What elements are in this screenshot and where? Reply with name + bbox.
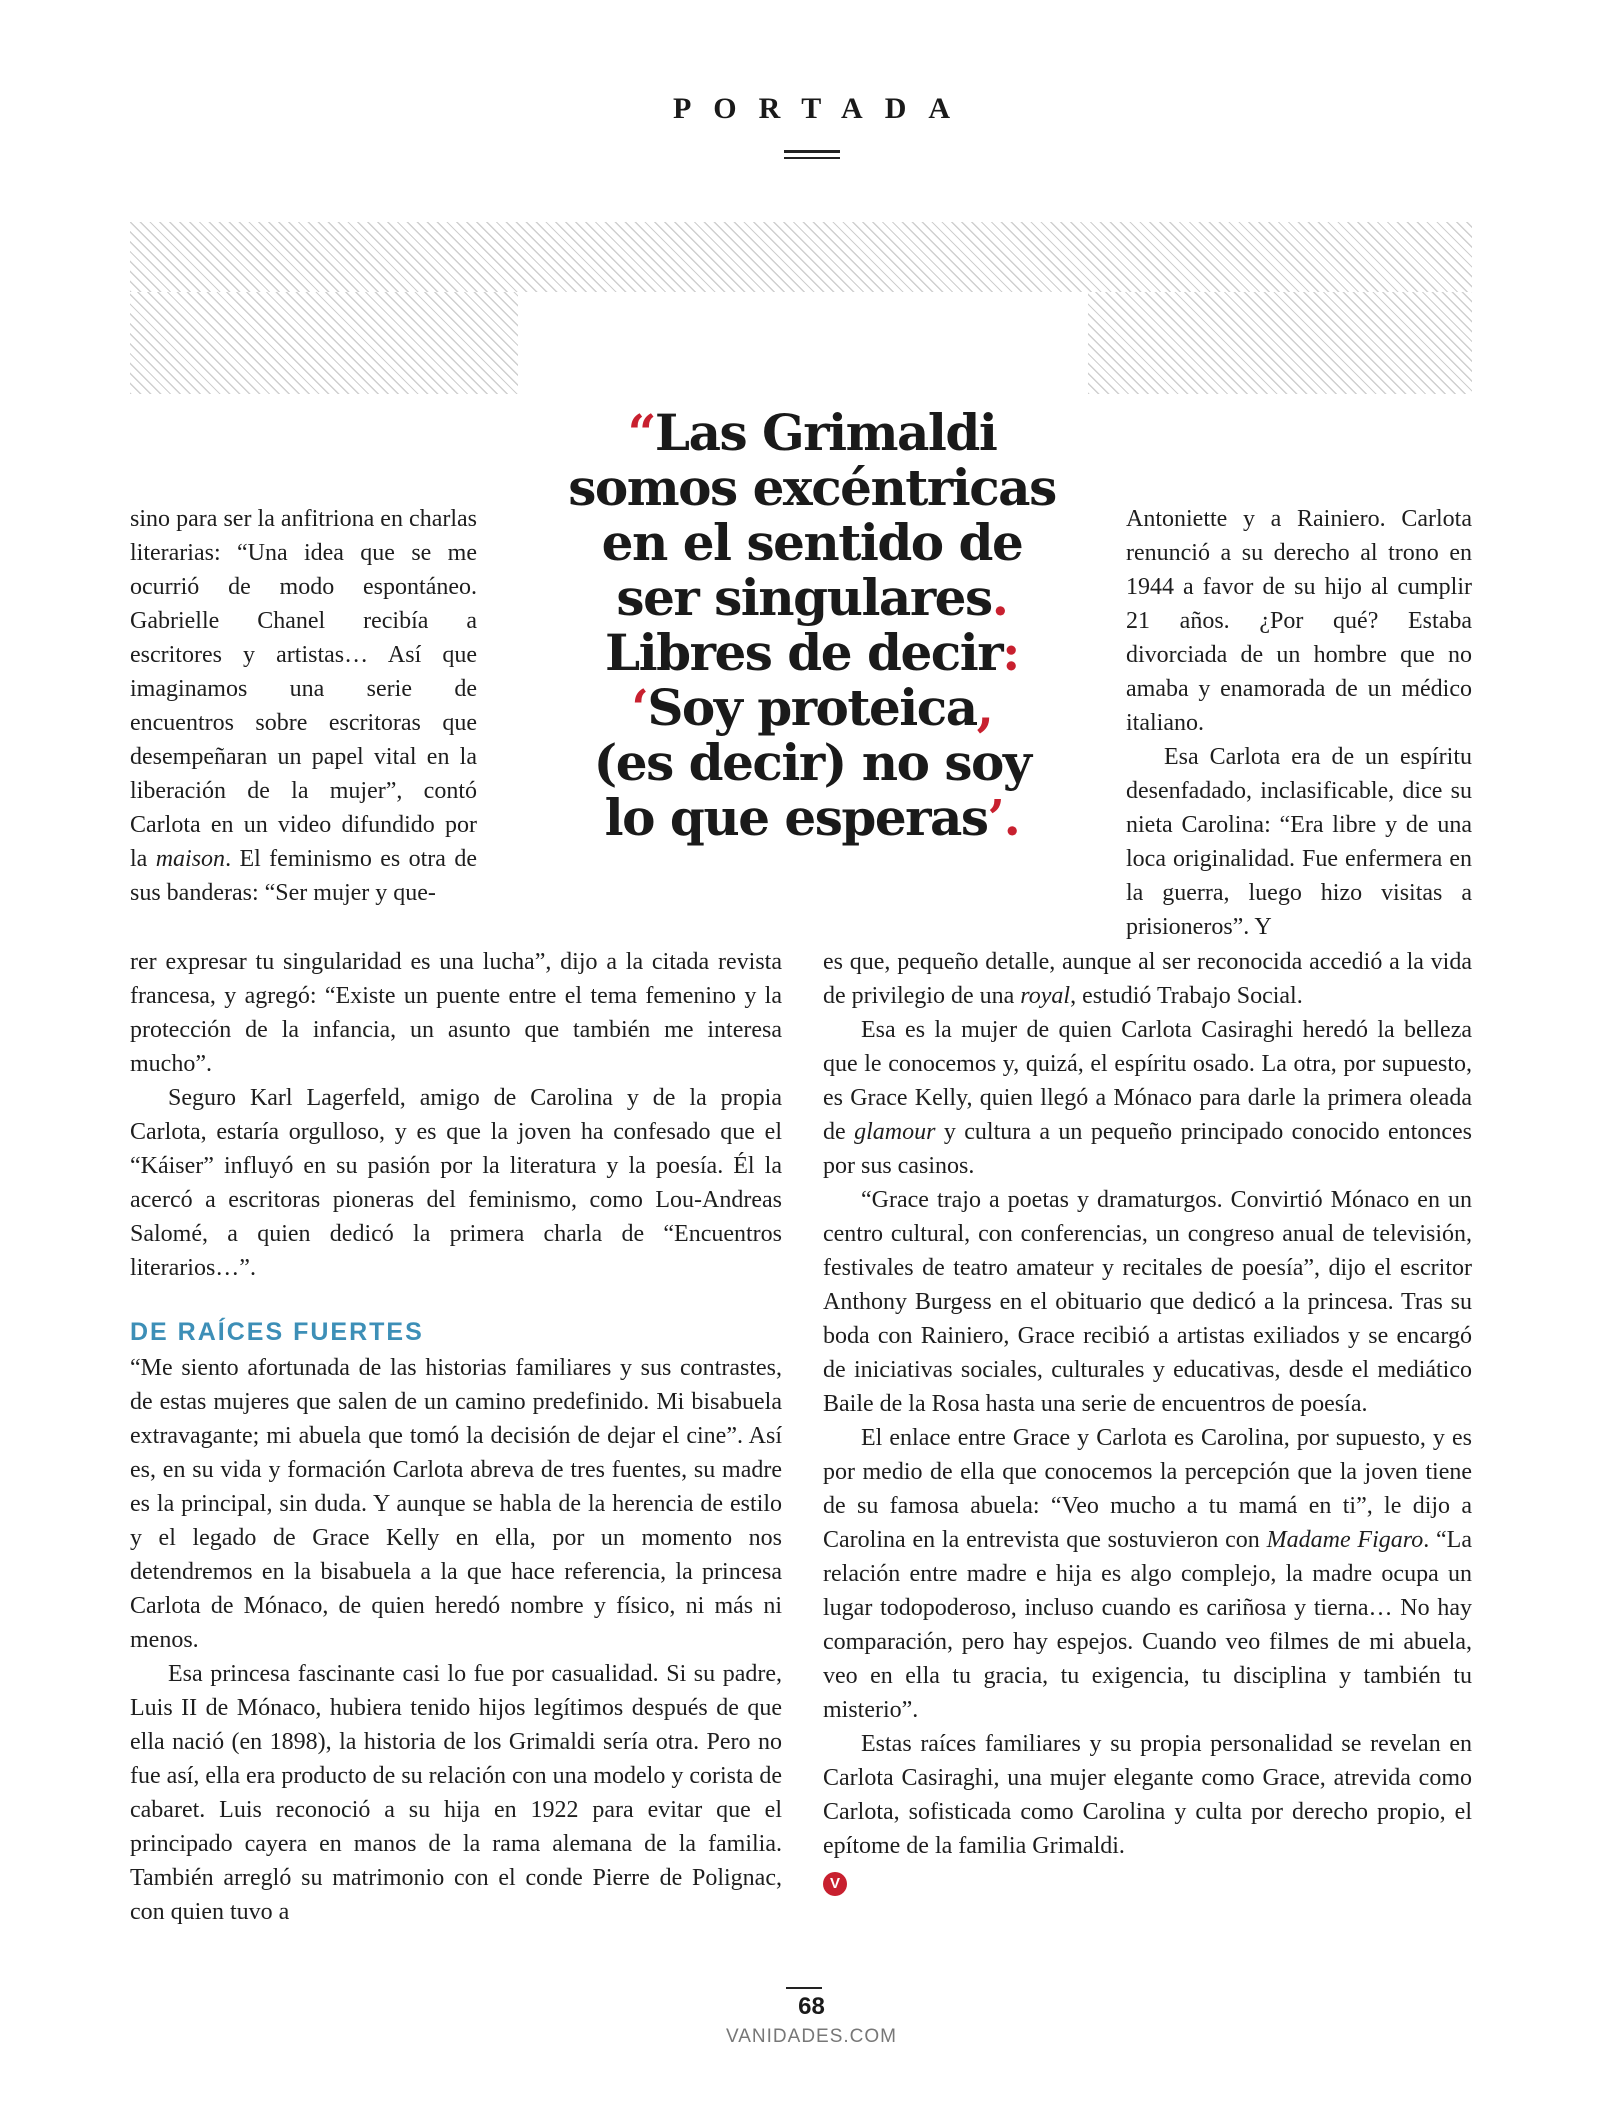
subheading: DE RAÍCES FUERTES — [130, 1318, 424, 1346]
paragraph: El enlace entre Grace y Carlota es Carolina, por supuesto, y es por medio de ella que conocemos la percepción que la joven tiene de su famosa abuela: “Veo mucho a tu mamá en ti”, le dijo a Carolina en la entrevista que sostuvieron con Madame Figaro. “La relación entre madre e hija es algo complejo, la madre ocupa un lugar todopoderoso, incluso cuando es cariñosa y tierna… No hay comparación, pero hay espejos. Cuando veo filmes de mi abuela, veo en ella tu gracia, tu exigencia, tu disciplina y también tu misterio”. — [823, 1425, 1472, 1723]
paragraph: Seguro Karl Lagerfeld, amigo de Carolina y de la propia Carlota, estaría orgulloso, y es que la joven ha confesado que el “Káiser” influyó en su pasión por la literatura y la poesía. Él la acercó a escritoras pioneras del feminismo, como Lou-Andreas Salomé, a quien dedicó la primera charla de “Encuentros literarios…”. — [130, 1085, 782, 1281]
paragraph: Estas raíces familiares y su propia personalidad se revelan en Carlota Casiraghi, una mujer elegante como Grace, atrevida como Carlota, sofisticada como Carolina y culta por derecho propio, el epítome de la familia Grimaldi. — [823, 1731, 1472, 1859]
page-number: 68 — [798, 1993, 825, 2020]
left-column — [130, 945, 782, 1929]
hatch-band — [130, 222, 1472, 292]
left-column-top — [130, 502, 477, 910]
pull-quote — [540, 405, 1084, 845]
pull-quote-line: ‘Soy proteica, — [631, 678, 993, 737]
pull-quote-line: Libres de decir: — [604, 623, 1020, 682]
hatch-panel-right — [1088, 292, 1472, 394]
pull-quote-line: (es decir) no soy — [593, 733, 1031, 792]
paragraph: “Grace trajo a poetas y dramaturgos. Convirtió Mónaco en un centro cultural, con conferencias, un congreso anual de televisión, festivales de teatro amateur y recitales de poesía”, dijo el escritor Anthony Burgess en el obituario que dedicó a la princesa. Tras su boda con Rainiero, Grace recibió a artistas exiliados y se encargó de iniciativas sociales, culturales y educativas, desde el mediático Baile de la Rosa hasta una serie de encuentros de poesía. — [823, 1187, 1472, 1417]
paragraph: “Me siento afortunada de las historias familiares y sus contrastes, de estas mujeres que salen de un camino predefinido. Mi bisabuela extravagante; mi abuela que tomó la decisión de dejar el cine”. Así es, en su vida y formación Carlota abreva de tres fuentes, su madre es la principal, sin duda. Y aunque se habla de la herencia de estilo y el legado de Grace Kelly en ella, por un momento nos detendremos en la bisabuela a la que hace referencia, la princesa Carlota de Mónaco, de quien heredó nombre y físico, ni más ni menos. — [130, 1355, 782, 1653]
hatch-panel-left — [130, 292, 518, 394]
pull-quote-line: “Las Grimaldi — [627, 403, 997, 462]
pull-quote-line: en el sentido de — [601, 513, 1023, 572]
right-column-top — [1126, 502, 1472, 944]
section-label: PORTADA — [672, 92, 973, 125]
pull-quote-line: somos excéntricas — [568, 458, 1056, 517]
paragraph: Esa es la mujer de quien Carlota Casiraghi heredó la belleza que le conocemos y, quizá, el espíritu osado. La otra, por supuesto, es Grace Kelly, quien llegó a Mónaco para darle la primera oleada de glamour y cultura a un pequeño principado conocido entonces por sus casinos. — [823, 1017, 1472, 1179]
right-column — [823, 945, 1472, 1897]
end-mark-icon: V — [823, 1872, 847, 1896]
page-number-rule — [786, 1987, 822, 1989]
paragraph: Esa princesa fascinante casi lo fue por casualidad. Si su padre, Luis II de Mónaco, hubiera tenido hijos legítimos después de que ella nació (en 1898), la historia de los Grimaldi sería otra. Pero no fue así, ella era producto de su relación con una modelo y corista de cabaret. Luis reconoció a su hija en 1922 para evitar que el principado cayera en manos de la rama alemana de la familia. También arregló su matrimonio con el conde Pierre de Polignac, con quien tuvo a — [130, 1661, 782, 1925]
paragraph: es que, pequeño detalle, aunque al ser reconocida accedió a la vida de privilegio de una royal, estudió Trabajo Social. — [823, 949, 1472, 1009]
section-divider-thin — [784, 157, 840, 159]
site-url: VANIDADES.COM — [725, 2026, 897, 2047]
pull-quote-line: ser singulares. — [616, 568, 1008, 627]
pull-quote-line: lo que esperas’. — [604, 788, 1020, 847]
paragraph: Antoniette y a Rainiero. Carlota renunció a su derecho al trono en 1944 a favor de su hijo al cumplir 21 años. ¿Por qué? Estaba divorciada de un hombre que no amaba y enamorada de un médico italiano. — [1126, 506, 1472, 736]
section-divider — [784, 150, 840, 153]
paragraph: rer expresar tu singularidad es una lucha”, dijo a la citada revista francesa, y agregó: “Existe un puente entre el tema femenino y la protección de la infancia, un asunto que también me interesa mucho”. — [130, 949, 782, 1077]
paragraph: Esa Carlota era de un espíritu desenfadado, inclasificable, dice su nieta Carolina: “Era libre y de una loca originalidad. Fue enfermera en la guerra, luego hizo visitas a prisioneros”. Y — [1126, 744, 1472, 940]
paragraph: sino para ser la anfitriona en charlas literarias: “Una idea que se me ocurrió de modo espontáneo. Gabrielle Chanel recibía a escritores y artistas… Así que imaginamos una serie de encuentros sobre escritoras que desempeñaran un papel vital en la liberación de la mujer”, contó Carlota en un video difundido por la maison. El feminismo es otra de sus banderas: “Ser mujer y que- — [130, 506, 477, 906]
